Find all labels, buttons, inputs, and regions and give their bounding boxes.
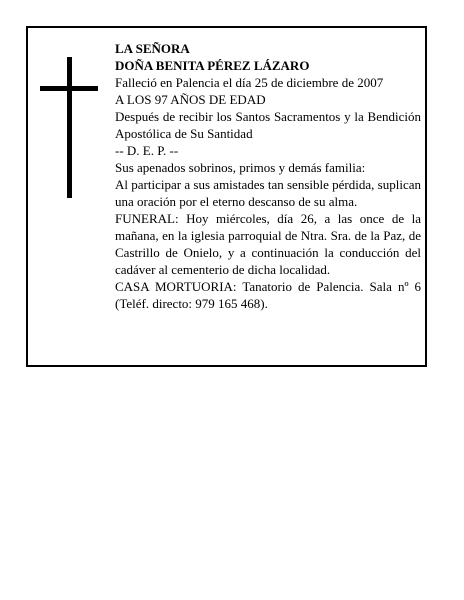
- obituary-notice: [26, 26, 427, 367]
- notice-text-block: [115, 40, 421, 312]
- mortuary-paragraph: CASA MORTUORIA: Tanatorio de Palencia. Sala nº 6 (Teléf. directo: 979 165 468).: [115, 279, 421, 311]
- sacraments-paragraph: Después de recibir los Santos Sacramentos y la Bendición Apostólica de Su Santidad: [115, 109, 421, 141]
- death-date-line: Falleció en Palencia el día 25 de diciembre de 2007: [115, 75, 384, 90]
- request-paragraph: Al participar a sus amistades tan sensible pérdida, suplican una oración por el eterno descanso de su alma.: [115, 177, 421, 209]
- funeral-paragraph: FUNERAL: Hoy miércoles, día 26, a las once de la mañana, en la iglesia parroquial de Ntra. Sra. de la Paz, de Castrillo de Onielo, y a continuación la conducción del cadáver al cementerio de dicha localidad.: [115, 211, 421, 277]
- family-line: Sus apenados sobrinos, primos y demás familia:: [115, 160, 366, 175]
- cross-horizontal-bar: [40, 86, 98, 91]
- notice-title: LA SEÑORA: [115, 41, 190, 56]
- cross-vertical-bar: [67, 57, 72, 198]
- deceased-name: DOÑA BENITA PÉREZ LÁZARO: [115, 58, 310, 73]
- age-line: A LOS 97 AÑOS DE EDAD: [115, 92, 266, 107]
- rip-line: -- D. E. P. --: [115, 143, 179, 158]
